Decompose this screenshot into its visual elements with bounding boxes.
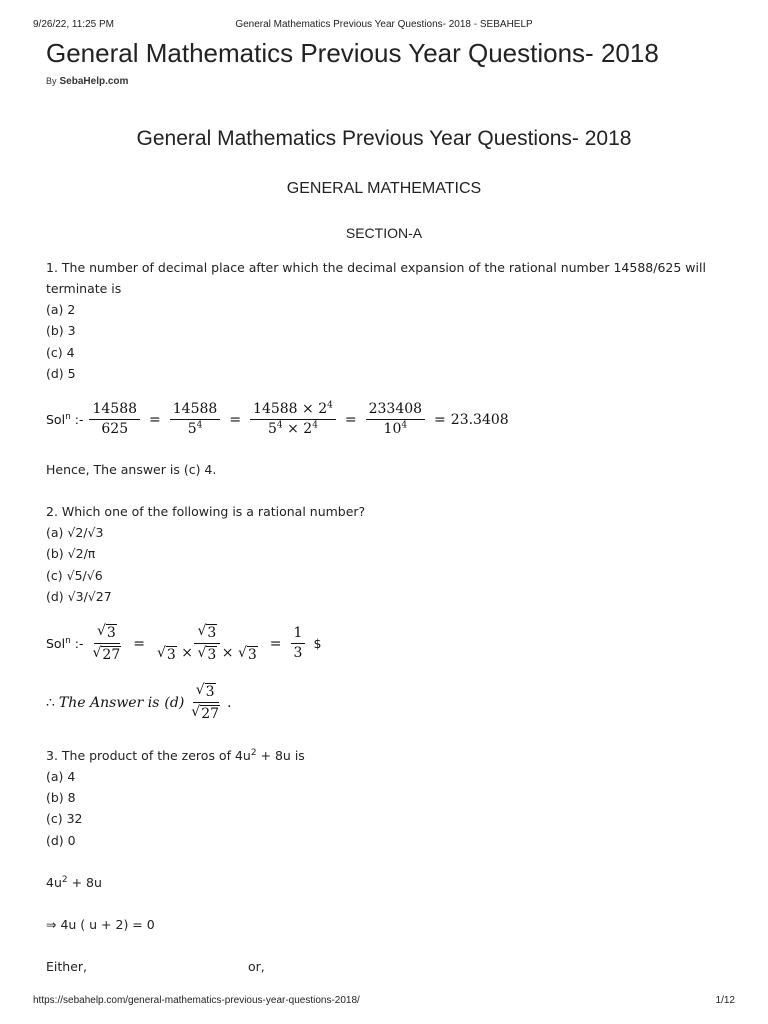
q3-factored: ⇒ 4u ( u + 2) = 0 bbox=[46, 917, 155, 932]
q1-option-d: (d) 5 bbox=[46, 366, 76, 381]
q3-text: 3. The product of the zeros of $4u^2 + 8u$ is bbox=[46, 747, 305, 763]
q2-solution-equation: Sol$^n$ :- √ 3 √ 27 = √ 3 √ 3 × √ 3 × √ 3 = $\frac{1}{3}$ $ bbox=[46, 623, 322, 664]
q3-option-d: (d) 0 bbox=[46, 833, 76, 848]
q2-sol-label: Sol$^n$ :- bbox=[46, 635, 84, 652]
q2-option-a: (a) √2/√3 bbox=[46, 525, 104, 540]
q2-answer-equation: ∴ The Answer is (d) √ 3 √ 27 . bbox=[46, 682, 232, 723]
q3-option-a: (a) 4 bbox=[46, 769, 76, 784]
q3-expression: $4u^2 + 8u$ bbox=[46, 874, 102, 890]
q2-option-b: (b) √2/π bbox=[46, 546, 96, 561]
print-datetime: 9/26/22, 11:25 PM bbox=[33, 19, 114, 30]
content-heading: General Mathematics Previous Year Questions- 2018 bbox=[136, 127, 632, 150]
q2-option-d: (d) √3/√27 bbox=[46, 589, 112, 604]
print-doc-title: General Mathematics Previous Year Questions- 2018 - SEBAHELP bbox=[235, 19, 533, 30]
by-label: By bbox=[46, 76, 57, 86]
q2-fraction-3: $\frac{1}{3}$ bbox=[291, 626, 306, 662]
q1-fraction-1: $\frac{14588}{625}$ bbox=[89, 402, 140, 438]
q1-sol-label: Sol$^n$ :- bbox=[46, 412, 84, 428]
q1-option-c: (c) 4 bbox=[46, 345, 75, 360]
q2-option-c: (c) √5/√6 bbox=[46, 568, 103, 583]
therefore-symbol: ∴ bbox=[46, 694, 55, 711]
section-heading: SECTION-A bbox=[345, 225, 423, 241]
q1-text-line2: terminate is bbox=[46, 281, 122, 296]
q1-option-a: (a) 2 bbox=[46, 302, 76, 317]
q1-fraction-3: $\frac{14588 \times 2^4}{5^4 \times 2^4}$ bbox=[250, 402, 336, 438]
byline bbox=[46, 76, 128, 87]
q2-text: 2. Which one of the following is a rational number? bbox=[46, 504, 366, 519]
q1-result: 23.3408 bbox=[450, 411, 509, 428]
q1-solution-equation: Sol$^n$ :- $\frac{14588}{625}$ = $\frac{14588}{5^4}$ = $\frac{14588 \times 2^4}{5^4 \times 2^4}$ = $\frac{233408}{10^4}$ = 23.3408 bbox=[46, 400, 509, 438]
q3-or: or, bbox=[248, 959, 265, 974]
subject-heading: GENERAL MATHEMATICS bbox=[286, 180, 482, 197]
q1-answer: Hence, The answer is (c) 4. bbox=[46, 462, 217, 477]
q1-fraction-2: $\frac{14588}{5^4}$ bbox=[170, 402, 221, 438]
q1-fraction-4: $\frac{233408}{10^4}$ bbox=[366, 402, 425, 438]
q2-fraction-1: √ 3 √ 27 bbox=[92, 623, 121, 664]
q2-answer-option: (d) bbox=[164, 694, 185, 711]
article-title: General Mathematics Previous Year Questions- 2018 bbox=[46, 38, 659, 68]
q2-answer-text: The Answer is bbox=[58, 694, 160, 711]
q1-text-line1: 1. The number of decimal place after which the decimal expansion of the rational number 14588/625 will bbox=[46, 260, 706, 275]
q3-option-c: (c) 32 bbox=[46, 811, 83, 826]
print-url[interactable]: https://sebahelp.com/general-mathematics-previous-year-questions-2018/ bbox=[33, 995, 360, 1006]
author-link[interactable]: SebaHelp.com bbox=[59, 76, 129, 87]
q3-either: Either, bbox=[46, 959, 87, 974]
q2-fraction-2: √ 3 √ 3 × √ 3 × √ 3 bbox=[156, 623, 257, 664]
q2-dollar: $ bbox=[313, 636, 322, 652]
print-page-number: 1/12 bbox=[715, 995, 735, 1006]
q2-answer-fraction: √ 3 √ 27 bbox=[191, 682, 220, 723]
q1-option-b: (b) 3 bbox=[46, 323, 76, 338]
q3-option-b: (b) 8 bbox=[46, 790, 76, 805]
